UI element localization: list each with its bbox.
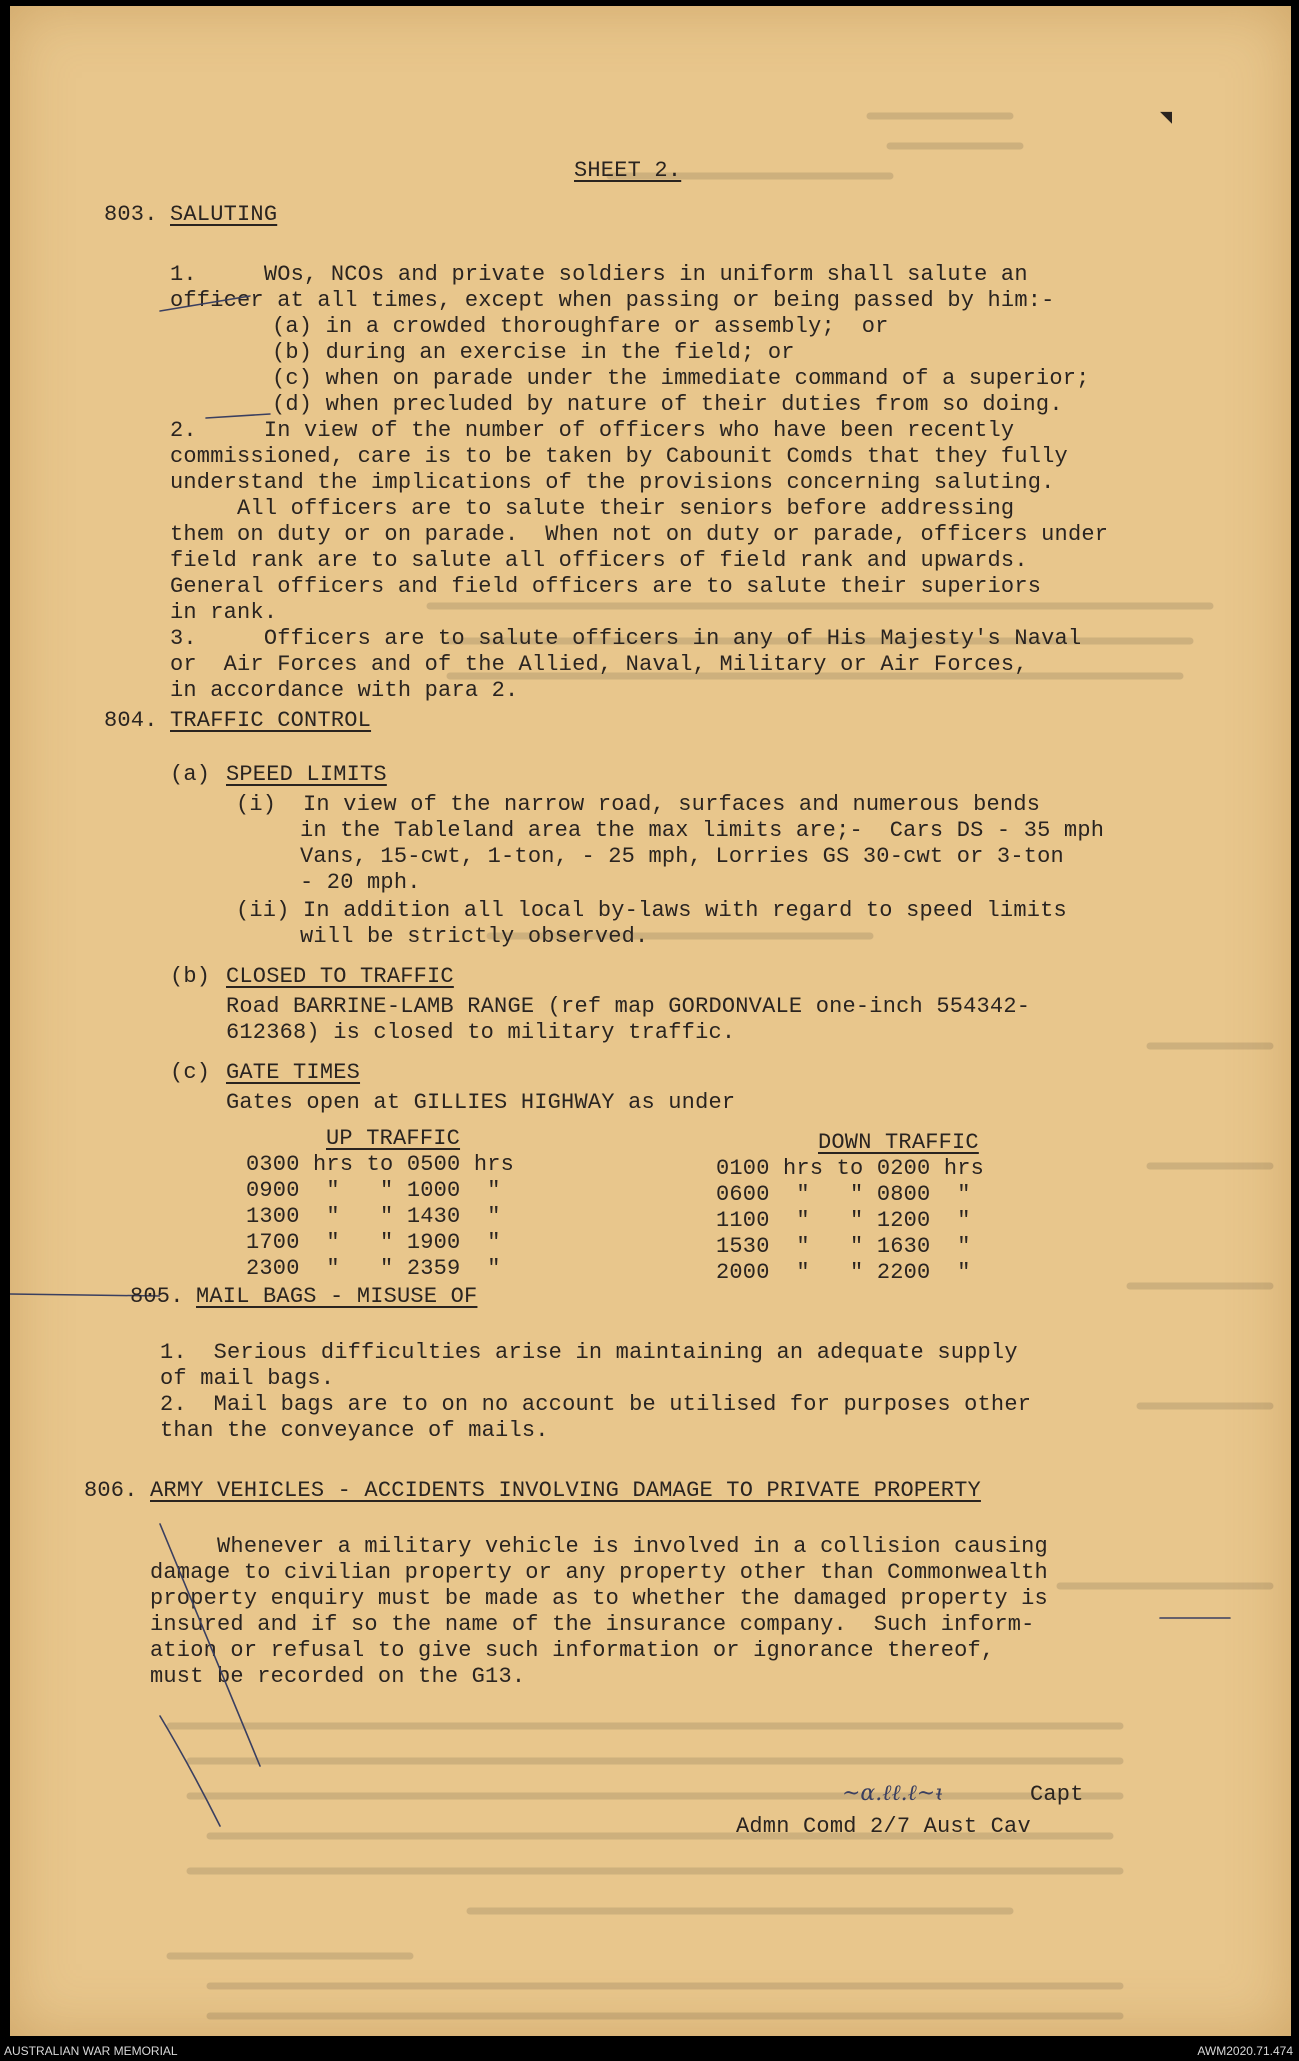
item-d: (d) when precluded by nature of their duties from so doing. [272,392,1063,417]
speed-i-line-1: (i) In view of the narrow road, surfaces and numerous bends [236,792,1041,817]
item-a: (a) in a crowded thoroughfare or assembly; or [272,314,889,339]
speed-ii-line-2: will be strictly observed. [300,924,649,949]
up-traffic-row: 1700 " " 1900 " [246,1230,501,1255]
down-traffic-row: 1100 " " 1200 " [716,1208,971,1233]
section-803-number: 803. [104,202,158,227]
signature-rank: Capt [1030,1782,1084,1807]
para-2-line-7: General officers and field officers are to salute their superiors [170,574,1042,599]
document-page [10,6,1291,2036]
section-806-title: ARMY VEHICLES - ACCIDENTS INVOLVING DAMAGE TO PRIVATE PROPERTY [150,1478,981,1503]
sheet-number: SHEET 2. [574,158,682,183]
speed-i-line-3: Vans, 15-cwt, 1-ton, - 25 mph, Lorries GS 30-cwt or 3-ton [300,844,1064,869]
section-805-number: 805. [130,1284,184,1309]
down-traffic-row: 0600 " " 0800 " [716,1182,971,1207]
section-804-title: TRAFFIC CONTROL [170,708,372,733]
section-803-title: SALUTING [170,202,278,227]
para-3-line-1: 3. Officers are to salute officers in any of His Majesty's Naval [170,626,1082,651]
closed-line-1: Road BARRINE-LAMB RANGE (ref map GORDONVALE one-inch 554342- [226,994,1031,1019]
archive-footer [0,2040,1299,2061]
down-traffic-title: DOWN TRAFFIC [818,1130,979,1155]
item-b: (b) during an exercise in the field; or [272,340,795,365]
mail-line-4: than the conveyance of mails. [160,1418,549,1443]
down-traffic-row: 2000 " " 2200 " [716,1260,971,1285]
up-traffic-title: UP TRAFFIC [326,1126,461,1151]
sub-b-label: (b) [170,964,211,989]
corner-mark: ◥ [1160,107,1173,130]
vehicles-line-3: property enquiry must be made as to whether the damaged property is [150,1586,1048,1611]
vehicles-line-2: damage to civilian property or any property other than Commonwealth [150,1560,1048,1585]
para-2-line-1: 2. In view of the number of officers who have been recently [170,418,1015,443]
para-2-line-6: field rank are to salute all officers of field rank and upwards. [170,548,1028,573]
speed-ii-line-1: (ii) In addition all local by-laws with regard to speed limits [236,898,1067,923]
para-2-line-3: understand the implications of the provisions concerning saluting. [170,470,1055,495]
signature-role: Admn Comd 2/7 Aust Cav [736,1814,1031,1839]
vehicles-line-5: ation or refusal to give such information or ignorance thereof, [150,1638,995,1663]
vehicles-line-1: Whenever a military vehicle is involved in a collision causing [150,1534,1048,1559]
handwritten-signature: ~ɑ.ℓℓ.ℓ~ᵼ [842,1781,944,1806]
mail-line-3: 2. Mail bags are to on no account be utilised for purposes other [160,1392,1032,1417]
vehicles-line-4: insured and if so the name of the insurance company. Such inform- [150,1612,1035,1637]
speed-i-line-4: - 20 mph. [300,870,421,895]
down-traffic-row: 1530 " " 1630 " [716,1234,971,1259]
section-805-title: MAIL BAGS - MISUSE OF [196,1284,478,1309]
up-traffic-row: 1300 " " 1430 " [246,1204,501,1229]
speed-limits-title: SPEED LIMITS [226,762,387,787]
item-c: (c) when on parade under the immediate command of a superior; [272,366,1090,391]
section-804-number: 804. [104,708,158,733]
vehicles-line-6: must be recorded on the G13. [150,1664,526,1689]
section-806-number: 806. [84,1478,138,1503]
speed-i-line-2: in the Tableland area the max limits are;- Cars DS - 35 mph [300,818,1105,843]
gate-times-intro: Gates open at GILLIES HIGHWAY as under [226,1090,736,1115]
para-2-line-2: commissioned, care is to be taken by Cabounit Comds that they fully [170,444,1068,469]
up-traffic-row: 0300 hrs to 0500 hrs [246,1152,515,1177]
down-traffic-row: 0100 hrs to 0200 hrs [716,1156,985,1181]
para-2-line-4: All officers are to salute their seniors before addressing [170,496,1015,521]
ink-pen-marks [10,6,1291,2036]
up-traffic-row: 0900 " " 1000 " [246,1178,501,1203]
para-2-line-5: them on duty or on parade. When not on duty or parade, officers under [170,522,1109,547]
para-3-line-2: or Air Forces and of the Allied, Naval, Military or Air Forces, [170,652,1028,677]
sub-c-label: (c) [170,1060,211,1085]
footer-accession-number: AWM2020.71.474 [1197,2044,1293,2058]
sub-a-label: (a) [170,762,211,787]
footer-institution: AUSTRALIAN WAR MEMORIAL [4,2044,178,2058]
gate-times-title: GATE TIMES [226,1060,361,1085]
para-1-line-1: 1. WOs, NCOs and private soldiers in uniform shall salute an [170,262,1028,287]
closed-to-traffic-title: CLOSED TO TRAFFIC [226,964,454,989]
para-3-line-3: in accordance with para 2. [170,678,519,703]
closed-line-2: 612368) is closed to military traffic. [226,1020,736,1045]
up-traffic-row: 2300 " " 2359 " [246,1256,501,1281]
mail-line-2: of mail bags. [160,1366,335,1391]
mail-line-1: 1. Serious difficulties arise in maintaining an adequate supply [160,1340,1018,1365]
para-2-line-8: in rank. [170,600,278,625]
para-1-line-2: officer at all times, except when passing or being passed by him:- [170,288,1055,313]
